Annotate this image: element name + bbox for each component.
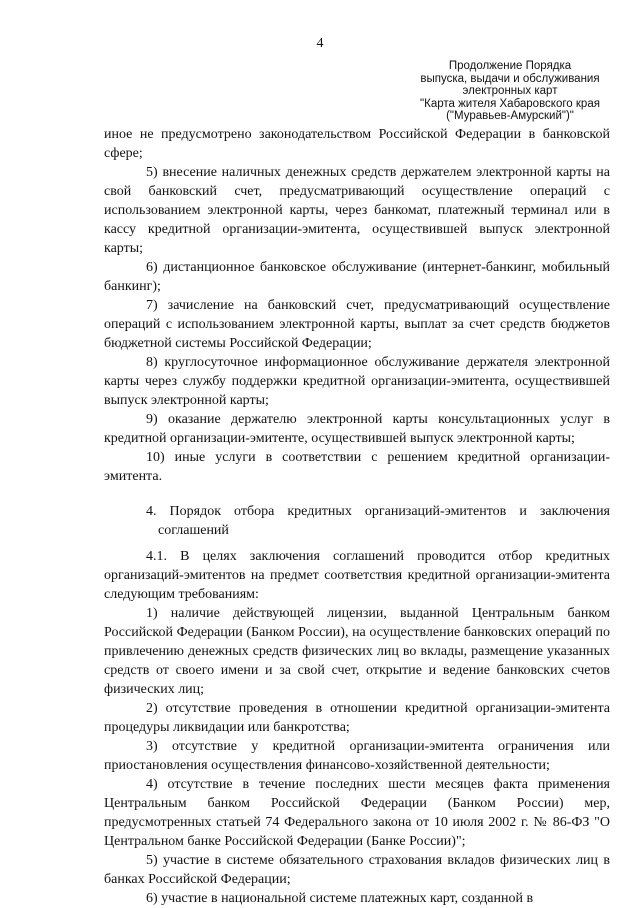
paragraph: иное не предусмотрено законодательством Российской Федерации в банковской сфере; (104, 127, 610, 161)
paragraph: 2) отсутствие проведения в отношении кредитной организации-эмитента процедуры ликвидации или банкротства; (104, 701, 610, 735)
document-body (104, 125, 610, 908)
header-line: электронных карт (462, 85, 558, 97)
paragraph: 6) участие в национальной системе платежных карт, созданной в (146, 891, 534, 906)
paragraph: 9) оказание держателю электронной карты консультационных услуг в кредитной организации-эмитенте, осуществившей выпуск электронной карты; (104, 412, 610, 446)
section-heading: 4. Порядок отбора кредитных организаций-эмитентов и заключения соглашений (146, 504, 610, 538)
paragraph: 1) наличие действующей лицензии, выданной Центральным банком Российской Федерации (Банком России), на осуществление банковских операций по привлечению денежных средств физических лиц во вклады, размещение указанных средств от своего имени и за свой счет, открытие и ведение банковских счетов физических лиц; (104, 606, 610, 697)
paragraph: 3) отсутствие у кредитной организации-эмитента ограничения или приостановления осуществления финансово-хозяйственной деятельности; (104, 739, 610, 773)
paragraph: 7) зачисление на банковский счет, предусматривающий осуществление операций с использованием электронной карты, выплат за счет средств бюджетов бюджетной системы Российской Федерации; (104, 298, 610, 351)
page-number: 4 (316, 36, 324, 51)
header-line: "Карта жителя Хабаровского края (420, 97, 600, 110)
header-line: выпуска, выдачи и обслуживания (420, 72, 600, 85)
document-header (400, 60, 620, 123)
paragraph: 4) отсутствие в течение последних шести месяцев факта применения Центральным банком Российской Федерации (Банком России) мер, предусмотренных статьей 74 Федерального закона от 10 июля 2002 г. № 86-ФЗ "О Центральном банке Российской Федерации (Банке России)"; (104, 777, 610, 849)
header-line: Продолжение Порядка (448, 60, 572, 72)
paragraph: 10) иные услуги в соответствии с решением кредитной организации-эмитента. (104, 450, 610, 484)
paragraph: 8) круглосуточное информационное обслуживание держателя электронной карты через службу поддержки кредитной организации-эмитента, осуществившей выпуск электронной карты; (104, 355, 610, 408)
paragraph: 4.1. В целях заключения соглашений проводится отбор кредитных организаций-эмитентов на предмет соответствия кредитной организации-эмитента следующим требованиям: (104, 549, 610, 602)
paragraph: 6) дистанционное банковское обслуживание (интернет-банкинг, мобильный банкинг); (104, 260, 610, 294)
header-line: ("Муравьев-Амурский")" (446, 110, 574, 122)
paragraph: 5) внесение наличных денежных средств держателем электронной карты на свой банковский счет, предусматривающий осуществление операций с использованием электронной карты, через банкомат, платежный терминал или в кассу кредитной организации-эмитента, осуществившей выпуск электронной карты; (104, 165, 610, 256)
paragraph: 5) участие в системе обязательного страхования вкладов физических лиц в банках Российской Федерации; (104, 853, 610, 887)
